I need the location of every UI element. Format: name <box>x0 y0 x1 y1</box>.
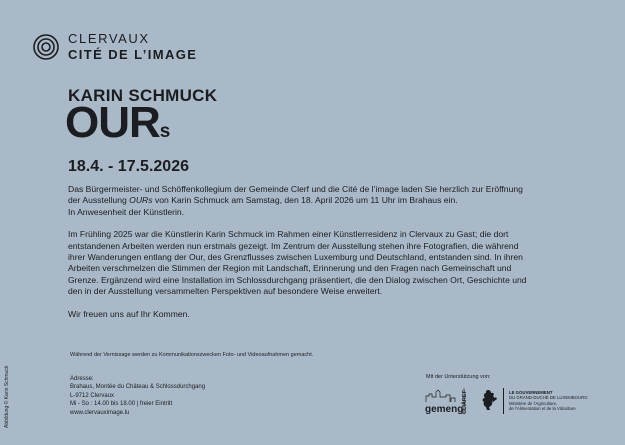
invitation-line: In Anwesenheit der Künstlerin. <box>68 206 185 217</box>
invitation-line: Das Bürgermeister- und Schöffenkollegium der Gemeinde Clerf und die Cité de l’image laden Sie herzlich zur Eröffnung <box>68 184 523 194</box>
support-label: Mit der Unterstützung von: <box>426 374 491 380</box>
title-emphasis: OURs <box>129 195 153 206</box>
government-credit <box>509 390 588 412</box>
gov-line: DU GRAND-DUCHÉ DE LUXEMBOURG <box>509 395 588 401</box>
gemeng-word: gemeng <box>425 404 464 415</box>
gov-line: de l’Alimentation et de la Viticulture <box>509 406 576 412</box>
image-credit: Abbildung © Karin Schmuck <box>4 365 10 428</box>
artist-name: KARIN SCHMUCK <box>68 86 218 105</box>
clervaux-logo <box>33 32 197 61</box>
invitation-line: der Ausstellung OURs von Karin Schmuck am Samstag, den 18. April 2026 um 11 Uhr im Brahaus ein. <box>68 195 458 206</box>
clieref-word: CLIÄREF <box>462 390 468 414</box>
luxembourg-lion-icon <box>480 388 500 412</box>
address-line: Brahaus, Montée du Château & Schlossdurchgang <box>70 384 206 391</box>
logo-divider <box>503 388 504 414</box>
exhibition-title <box>65 98 170 147</box>
opening-hours: Mi - So : 14.00 bis 18.00 | freier Eintritt <box>70 401 173 408</box>
closing-line: Wir freuen uns auf Ihr Kommen. <box>68 308 190 319</box>
description-line: Grenze. Ergänzend wird eine Installation im Schlossdurchgang präsentiert, die den Dialog zwischen Ort, Geschichte und <box>68 274 527 285</box>
description-line: Im Frühling 2025 war die Künstlerin Karin Schmuck im Rahmen einer Künstlerresidenz in Clervaux zu Gast; die dort <box>68 229 509 240</box>
photo-notice: Während der Vernissage werden zu Kommunikationszwecken Foto- und Videoaufnahmen gemacht. <box>70 352 314 358</box>
gov-line: Ministère de l’Agriculture, <box>509 400 558 406</box>
concentric-circles-logo-icon <box>33 34 59 60</box>
title-main: OUR <box>65 98 160 147</box>
logo-line-cite: CITÉ DE L’IMAGE <box>68 47 198 62</box>
gov-line: LE GOUVERNEMENT <box>509 390 553 395</box>
body-text <box>68 184 556 320</box>
title-suffix: s <box>159 121 170 142</box>
website-link[interactable]: www.clervauximage.lu <box>70 409 130 416</box>
description-line: ihrer Wanderungen entlang der Our, des Grenzflusses zwischen Luxemburg und Deutschland, entstanden sind. In ihren <box>68 252 523 263</box>
exhibition-dates: 18.4. - 17.5.2026 <box>68 158 189 175</box>
address-line: L-9712 Clervaux <box>70 392 115 399</box>
description-line: entstandenen Arbeiten werden nun erstmals gezeigt. Im Zentrum der Ausstellung stehen ihre Fotografien, die während <box>68 240 519 251</box>
address-block <box>70 375 205 417</box>
logo-line-clervaux: CLERVAUX <box>68 31 150 46</box>
description-line: Arbeiten verschmelzen die Stimmen der Region mit Landschaft, Erinnerung und den Fragen nach Gemeinschaft und <box>68 263 512 274</box>
castle-icon <box>426 390 455 402</box>
description-line: den in der Ausstellung versammelten Perspektiven auf besondere Weise erweitert. <box>68 286 383 297</box>
address-label: Adresse: <box>70 376 94 382</box>
